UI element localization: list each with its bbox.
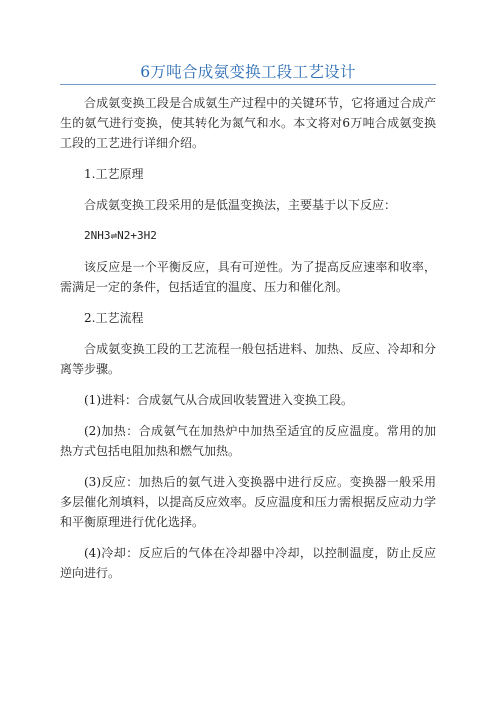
document-body — [60, 93, 436, 594]
paragraph-intro: 合成氨变换工段是合成氨生产过程中的关键环节，它将通过合成产生的氨气进行变换，使其转化为氮气和水。本文将对6万吨合成氨变换工段的工艺进行详细介绍。 — [60, 96, 436, 150]
paragraph-equilibrium: 该反应是一个平衡反应，具有可逆性。为了提高反应速率和收率，需满足一定的条件，包括适宜的温度、压力和催化剂。 — [60, 260, 436, 294]
section-heading-principle: 1.工艺原理 — [84, 167, 144, 181]
reaction-equation: 2NH3⇌N2+3H2 — [84, 229, 157, 242]
step-feed: (1)进料：合成氨气从合成回收装置进入变换工段。 — [84, 393, 353, 407]
paragraph-process-overview: 合成氨变换工段的工艺流程一般包括进料、加热、反应、冷却和分离等步骤。 — [60, 342, 436, 376]
step-heating: (2)加热：合成氨气在加热炉中加热至适宜的反应温度。常用的加热方式包括电阻加热和燃气加热。 — [60, 424, 436, 458]
paragraph-principle: 合成氨变换工段采用的是低温变换法，主要基于以下反应： — [84, 198, 397, 212]
title-underline — [60, 84, 436, 85]
step-cooling: (4)冷却：反应后的气体在冷却器中冷却，以控制温度，防止反应逆向进行。 — [60, 546, 436, 580]
section-heading-process: 2.工艺流程 — [84, 311, 144, 325]
step-reaction: (3)反应：加热后的氨气进入变换器中进行反应。变换器一般采用多层催化剂填料，以提高反应效率。反应温度和压力需根据反应动力学和平衡原理进行优化选择。 — [60, 475, 436, 529]
document-title: 6万吨合成氨变换工段工艺设计 — [140, 63, 356, 81]
